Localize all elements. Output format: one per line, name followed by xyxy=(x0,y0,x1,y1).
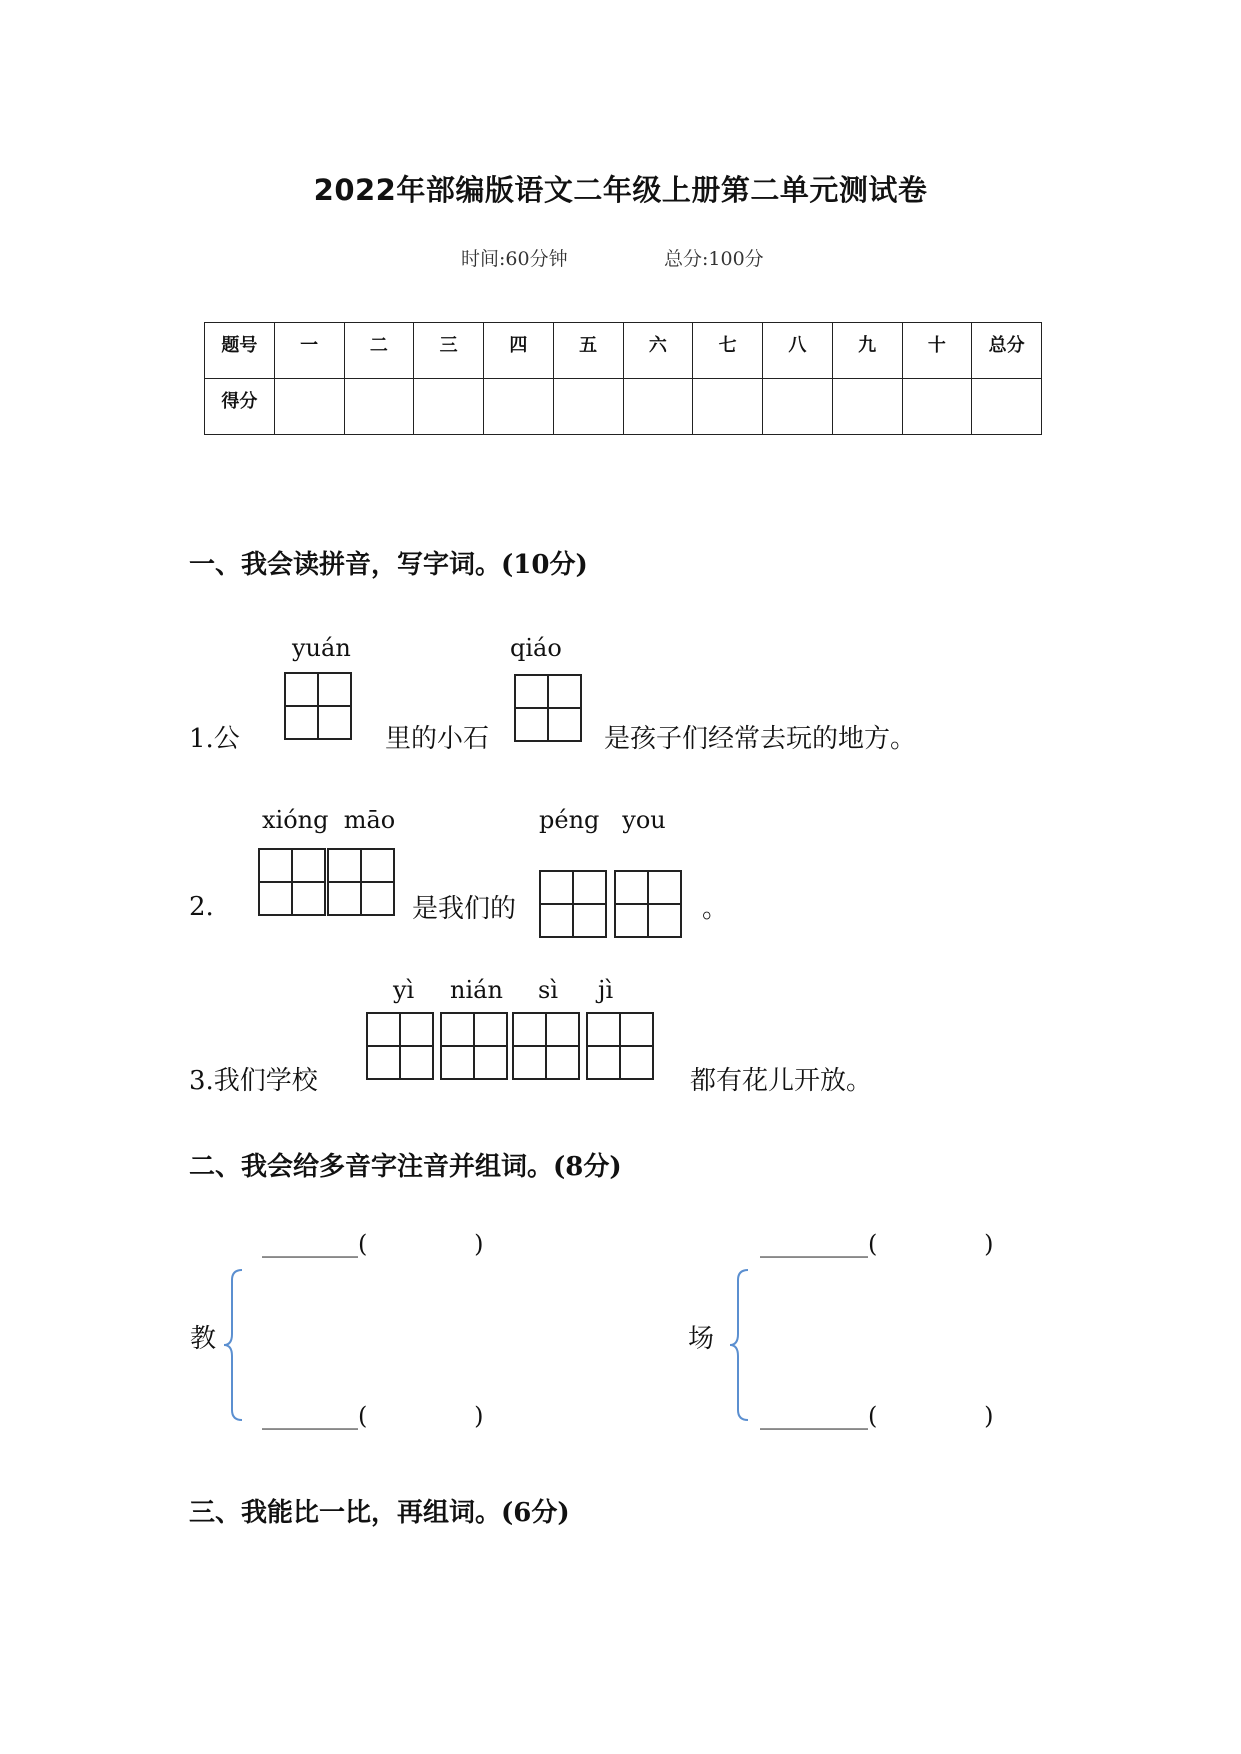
writing-grid[interactable] xyxy=(586,1012,654,1080)
score-col-1: 一 xyxy=(274,323,344,379)
q2-pinyin-1: xióng māo xyxy=(262,806,396,834)
q1-text-pre: 1.公 xyxy=(189,724,240,754)
score-cell[interactable] xyxy=(763,379,833,435)
score-cell[interactable] xyxy=(414,379,484,435)
q1-pinyin-1: yuán xyxy=(292,634,351,662)
score-col-3: 三 xyxy=(414,323,484,379)
score-table-score-label: 得分 xyxy=(205,379,275,435)
q3-pinyin-3: sì xyxy=(538,976,558,1004)
score-cell[interactable] xyxy=(902,379,972,435)
score-table-header-label: 题号 xyxy=(205,323,275,379)
score-col-8: 八 xyxy=(763,323,833,379)
q3-pinyin-1: yì xyxy=(393,976,415,1004)
answer-blank[interactable]: _________( ) xyxy=(760,1402,994,1430)
writing-grid[interactable] xyxy=(440,1012,508,1080)
writing-grid[interactable] xyxy=(539,870,607,938)
q1-text-mid: 里的小石 xyxy=(385,724,490,754)
q2-pinyin-2: péng you xyxy=(539,806,666,834)
score-cell[interactable] xyxy=(553,379,623,435)
score-col-4: 四 xyxy=(484,323,554,379)
brace-icon xyxy=(222,1268,246,1422)
writing-grid[interactable] xyxy=(284,672,352,740)
score-col-6: 六 xyxy=(623,323,693,379)
score-table xyxy=(204,322,1042,435)
section3-heading: 三、我能比一比，再组词。(6分) xyxy=(189,1498,570,1528)
score-col-10: 十 xyxy=(902,323,972,379)
q3-pinyin-4: jì xyxy=(598,976,614,1004)
score-col-2: 二 xyxy=(344,323,414,379)
writing-grid[interactable] xyxy=(614,870,682,938)
writing-grid[interactable] xyxy=(366,1012,434,1080)
brace-icon xyxy=(728,1268,752,1422)
score-cell[interactable] xyxy=(832,379,902,435)
answer-blank[interactable]: ________( ) xyxy=(262,1230,484,1258)
score-table-score-row xyxy=(205,379,1042,435)
score-cell[interactable] xyxy=(693,379,763,435)
q3-text-post: 都有花儿开放。 xyxy=(690,1066,873,1096)
writing-grid[interactable] xyxy=(514,674,582,742)
score-cell[interactable] xyxy=(484,379,554,435)
score-cell[interactable] xyxy=(972,379,1042,435)
answer-blank[interactable]: _________( ) xyxy=(760,1230,994,1258)
q1-pinyin-2: qiáo xyxy=(510,634,562,662)
score-col-5: 五 xyxy=(553,323,623,379)
score-col-9: 九 xyxy=(832,323,902,379)
total-score-info: 总分:100分 xyxy=(664,248,764,270)
score-col-total: 总分 xyxy=(972,323,1042,379)
polyphone-char-2: 场 xyxy=(688,1324,715,1354)
writing-grid[interactable] xyxy=(258,848,326,916)
score-cell[interactable] xyxy=(274,379,344,435)
q3-text-pre: 3.我们学校 xyxy=(189,1066,318,1096)
score-cell[interactable] xyxy=(623,379,693,435)
score-col-7: 七 xyxy=(693,323,763,379)
time-info: 时间:60分钟 xyxy=(461,248,568,270)
polyphone-char-1: 教 xyxy=(190,1324,217,1354)
score-table-header-row xyxy=(205,323,1042,379)
score-cell[interactable] xyxy=(344,379,414,435)
section1-heading: 一、我会读拼音，写字词。(10分) xyxy=(189,550,588,580)
q2-text-pre: 2. xyxy=(189,892,214,922)
q3-pinyin-2: nián xyxy=(450,976,503,1004)
q1-text-post: 是孩子们经常去玩的地方。 xyxy=(604,724,917,754)
writing-grid[interactable] xyxy=(512,1012,580,1080)
q2-text-mid: 是我们的 xyxy=(412,894,517,924)
section2-heading: 二、我会给多音字注音并组词。(8分) xyxy=(189,1152,622,1182)
writing-grid[interactable] xyxy=(327,848,395,916)
page-title: 2022年部编版语文二年级上册第二单元测试卷 xyxy=(313,173,928,207)
q2-text-post: 。 xyxy=(702,894,729,924)
answer-blank[interactable]: ________( ) xyxy=(262,1402,484,1430)
